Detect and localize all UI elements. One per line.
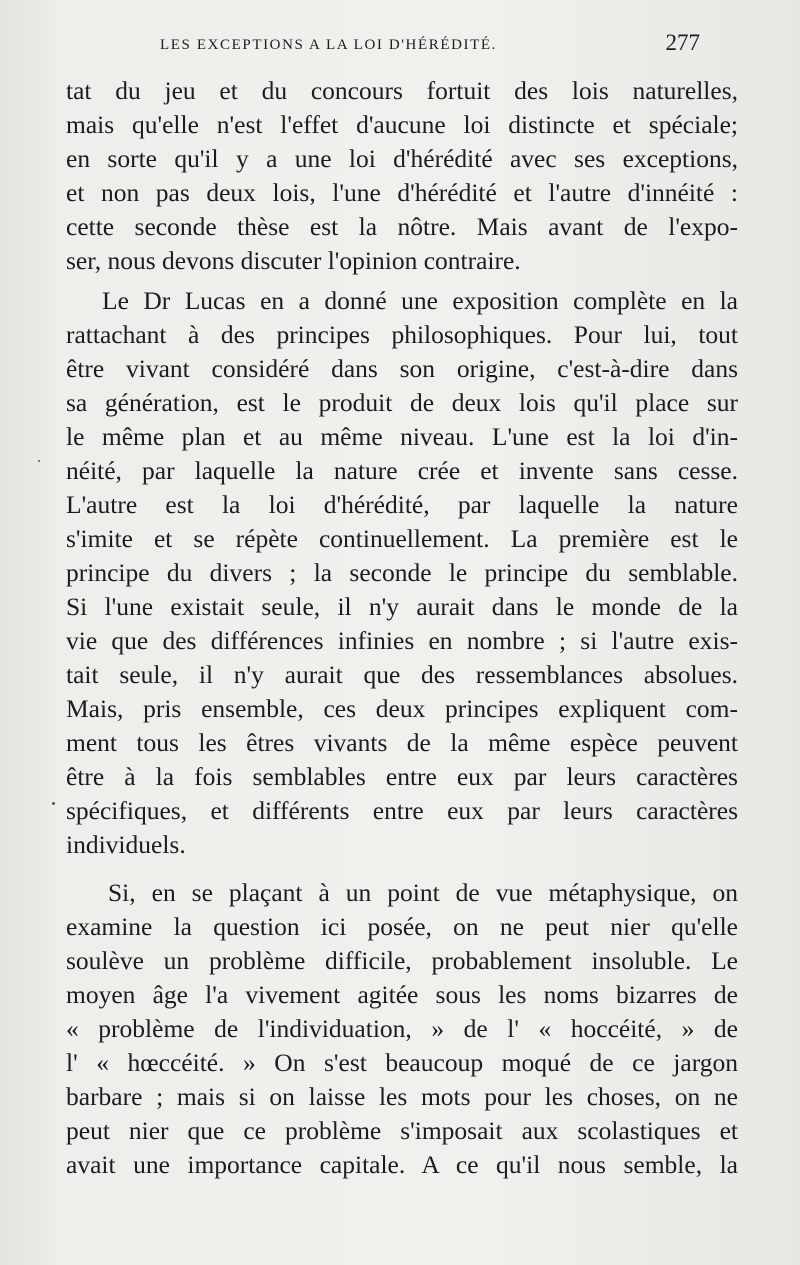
ink-speck — [38, 460, 40, 462]
text-line: néité, par laquelle la nature crée et invente sans cesse. — [66, 456, 738, 485]
body-text — [66, 74, 738, 1182]
text-line: sa génération, est le produit de deux lois qu'il place sur — [66, 388, 738, 417]
text-line: Mais, pris ensemble, ces deux principes expliquent com- — [66, 694, 738, 723]
text-line: rattachant à des principes philosophiques. Pour lui, tout — [66, 320, 738, 349]
text-line: Le Dr Lucas en a donné une exposition complète en la — [102, 286, 738, 315]
text-line: Si l'une existait seule, il n'y aurait dans le monde de la — [66, 592, 738, 621]
text-line: mais qu'elle n'est l'effet d'aucune loi distincte et spéciale; — [66, 110, 738, 139]
paragraph-2 — [66, 284, 738, 862]
text-line: Si, en se plaçant à un point de vue métaphysique, on — [108, 878, 738, 907]
text-line: et non pas deux lois, l'une d'hérédité et l'autre d'innéité : — [66, 178, 738, 207]
text-line: ser, nous devons discuter l'opinion contraire. — [66, 246, 521, 275]
text-line: individuels. — [66, 830, 186, 859]
text-line: être vivant considéré dans son origine, c'est-à-dire dans — [66, 354, 738, 383]
text-line: spécifiques, et différents entre eux par leurs caractères — [66, 796, 738, 825]
ink-speck — [52, 802, 55, 805]
text-line: en sorte qu'il y a une loi d'hérédité avec ses exceptions, — [66, 144, 738, 173]
text-line: L'autre est la loi d'hérédité, par laquelle la nature — [66, 490, 738, 519]
text-line: moyen âge l'a vivement agitée sous les noms bizarres de — [66, 980, 738, 1009]
page-number: 277 — [665, 30, 700, 55]
text-line: le même plan et au même niveau. L'une est la loi d'in- — [66, 422, 738, 451]
text-line: cette seconde thèse est la nôtre. Mais avant de l'expo- — [66, 212, 738, 241]
running-title: LES EXCEPTIONS A LA LOI D'HÉRÉDITÉ. — [160, 37, 498, 53]
text-line: tat du jeu et du concours fortuit des lois naturelles, — [66, 76, 738, 105]
text-line: barbare ; mais si on laisse les mots pour les choses, on ne — [66, 1082, 738, 1111]
text-line: vie que des différences infinies en nombre ; si l'autre exis- — [66, 626, 738, 655]
text-line: être à la fois semblables entre eux par leurs caractères — [66, 762, 738, 791]
paragraph-1 — [66, 74, 738, 278]
text-line: tait seule, il n'y aurait que des ressemblances absolues. — [66, 660, 738, 689]
page-header — [150, 30, 710, 60]
text-line: s'imite et se répète continuellement. La première est le — [66, 524, 738, 553]
text-line: l' « hœccéité. » On s'est beaucoup moqué de ce jargon — [66, 1048, 738, 1077]
text-line: avait une importance capitale. A ce qu'il nous semble, la — [66, 1150, 738, 1179]
text-line: soulève un problème difficile, probablement insoluble. Le — [66, 946, 738, 975]
text-line: peut nier que ce problème s'imposait aux scolastiques et — [66, 1116, 738, 1145]
paragraph-3 — [66, 876, 738, 1182]
text-line: « problème de l'individuation, » de l' « hoccéité, » de — [66, 1014, 738, 1043]
text-line: ment tous les êtres vivants de la même espèce peuvent — [66, 728, 738, 757]
text-line: principe du divers ; la seconde le principe du semblable. — [66, 558, 738, 587]
text-line: examine la question ici posée, on ne peut nier qu'elle — [66, 912, 738, 941]
